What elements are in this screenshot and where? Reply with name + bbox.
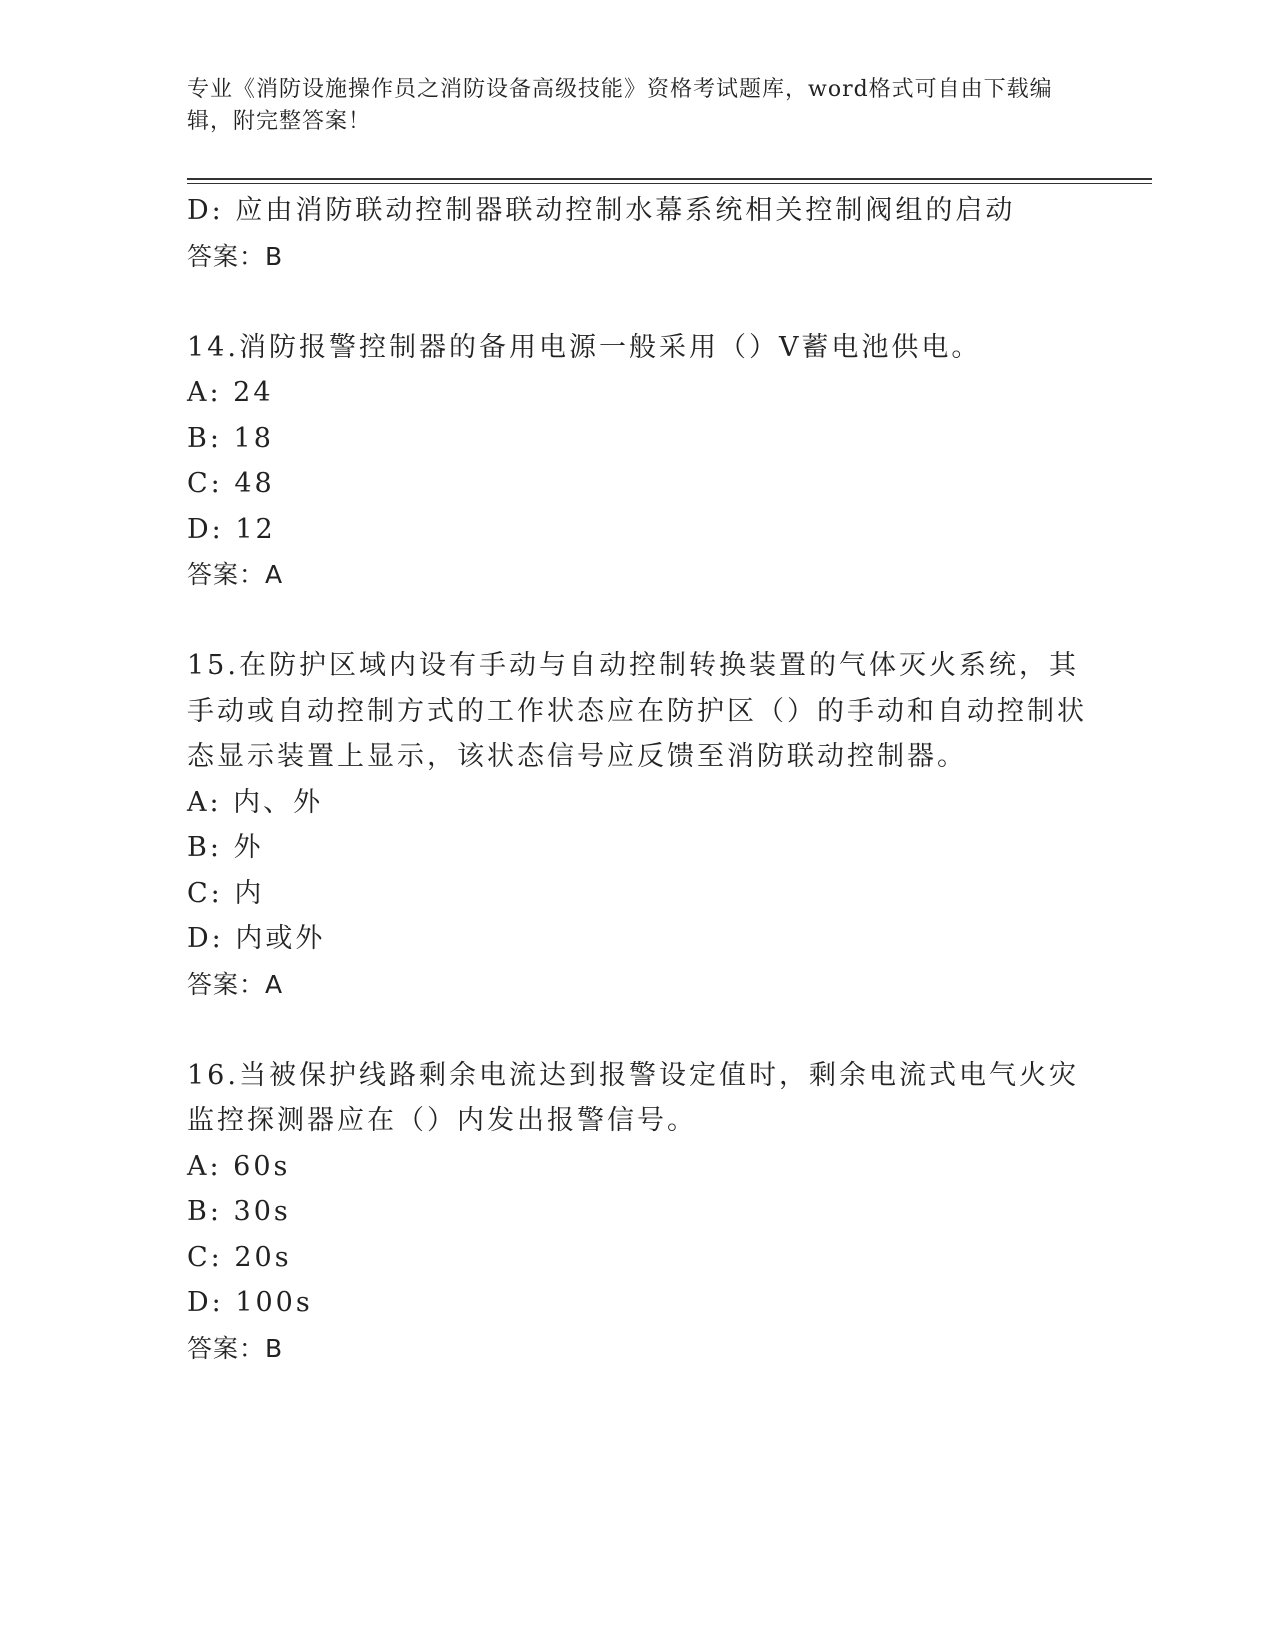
option-a: A: 内、外	[187, 786, 324, 818]
answer: 答案：B	[187, 241, 284, 271]
question-16	[187, 1053, 1087, 1372]
question-list	[187, 188, 1087, 1371]
question-stem: 16.当被保护线路剩余电流达到报警设定值时，剩余电流式电气火灾监控探测器应在（）内发出报警信号。	[187, 1059, 1079, 1136]
question-14	[187, 325, 1087, 598]
answer: 答案：A	[187, 969, 284, 999]
option-d: D: 100s	[187, 1287, 313, 1318]
answer: 答案：B	[187, 1333, 284, 1363]
answer: 答案：A	[187, 560, 284, 589]
option-a: A: 60s	[187, 1150, 291, 1182]
option-c: C: 20s	[187, 1241, 292, 1273]
option-c: C: 48	[187, 468, 275, 499]
question-13	[187, 188, 1087, 279]
option-b: B: 18	[187, 422, 274, 454]
document-header: 专业《消防设施操作员之消防设备高级技能》资格考试题库，word格式可自由下载编辑，附完整答案！	[187, 77, 1053, 134]
option-b: B: 30s	[187, 1196, 291, 1227]
header-divider-thin	[187, 183, 1152, 184]
question-stem: 15.在防护区域内设有手动与自动控制转换装置的气体灭火系统，其手动或自动控制方式的工作状态应在防护区（）的手动和自动控制状态显示装置上显示，该状态信号应反馈至消防联动控制器。	[187, 650, 1087, 772]
option-d: D: 内或外	[187, 923, 326, 954]
option-d: D: 应由消防联动控制器联动控制水幕系统相关控制阀组的启动	[187, 195, 1016, 226]
option-c: C: 内	[187, 877, 265, 909]
header-divider-thick	[187, 178, 1152, 180]
option-a: A: 24	[187, 377, 274, 408]
question-stem: 14.消防报警控制器的备用电源一般采用（）V蓄电池供电。	[187, 331, 982, 363]
question-15	[187, 643, 1087, 1007]
option-d: D: 12	[187, 513, 276, 545]
option-b: B: 外	[187, 832, 264, 863]
